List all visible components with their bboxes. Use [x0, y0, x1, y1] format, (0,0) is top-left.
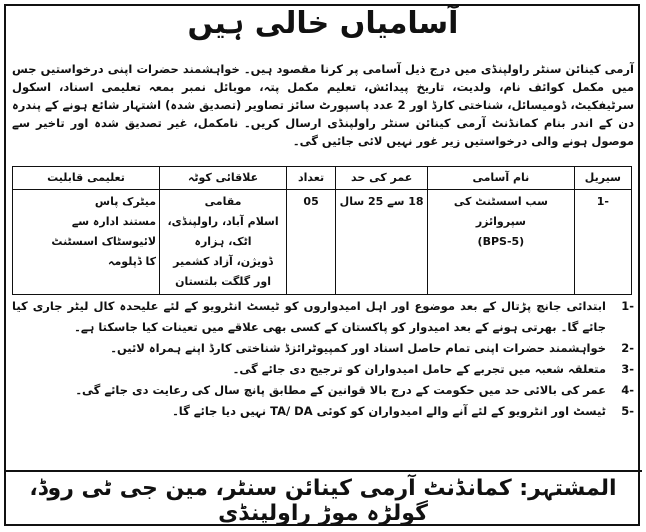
terms-list — [12, 296, 634, 422]
education-line-3: کا ڈپلومہ — [108, 255, 157, 268]
age-range: 18 سے 25 سال — [339, 195, 424, 208]
list-item — [12, 380, 634, 401]
list-item — [12, 338, 634, 359]
cell-post — [428, 190, 575, 295]
note-text: ٹیسٹ اور انٹرویو کے لئے آنے والے امیدواران کو کوئی TA/ DA نہیں دیا جائے گا۔ — [172, 404, 606, 418]
post-count: 05 — [303, 195, 319, 208]
note-text: خواہشمند حضرات اپنی تمام حاصل اسناد اور کمپیوٹرائزڈ شناختی کارڈ اپنے ہمراہ لائیں۔ — [110, 341, 606, 355]
note-text: ابتدائی جانچ پڑتال کے بعد موضوع اور اہل امیدواروں کو ٹیسٹ انٹرویو کے لئے علیحدہ کال لیٹر جاری کیا جائے گا۔ بھرتی ہونے کے بعد امیدوار کو پاکستان کے کسی بھی علاقے میں تعینات کیا جاسکتا ہے۔ — [12, 299, 606, 334]
post-grade: (BPS-5) — [477, 235, 525, 248]
header-education: تعلیمی قابلیت — [13, 167, 160, 190]
list-item — [12, 296, 634, 338]
table-header-row — [13, 167, 632, 190]
note-text: متعلقہ شعبہ میں تجربے کے حامل امیدواران کو ترجیح دی جائے گی۔ — [232, 362, 606, 376]
header-age: عمر کی حد — [336, 167, 428, 190]
header-count: تعداد — [287, 167, 336, 190]
header-serial: سیریل — [574, 167, 631, 190]
cell-count — [287, 190, 336, 295]
header-post: نام آسامی — [428, 167, 575, 190]
note-number: -2 — [621, 341, 634, 355]
list-item — [12, 359, 634, 380]
area-quota-title: مقامی — [204, 195, 242, 208]
post-name: سب اسسٹنٹ کی سپروائزر — [453, 195, 548, 228]
note-number: -1 — [621, 299, 634, 313]
cell-education — [13, 190, 160, 295]
cell-area — [160, 190, 287, 295]
education-line-2: مستند ادارہ سے لائیوسٹاک اسسٹنٹ — [51, 215, 157, 248]
page-title: آسامیاں خالی ہیں — [187, 6, 459, 41]
note-text: عمر کی بالائی حد میں حکومت کے درج بالا قوانین کے مطابق پانچ سال کی رعایت دی جائے گی۔ — [75, 383, 606, 397]
intro-paragraph: آرمی کینائن سنٹر راولپنڈی میں درج ذیل آسامی پر کرنا مقصود ہیں۔ خواہشمند حضرات اپنی درخواستیں جس میں مکمل کوائف نام، ولدیت، تاریخ پیدائش، تعلیم مکمل پتہ، موبائل نمبر بمعہ تعلیمی اسناد، اسکول سرٹیفکیٹ، ڈومیسائل، شناختی کارڈ اور 2 عدد پاسپورٹ سائز تصاویر (تصدیق شدہ) اشتہار شائع ہونے کے پندرہ دن کے اندر بنام کمانڈنٹ آرمی کینائن سنٹر راولپنڈی ارسال کریں۔ نامکمل، غیر تصدیق شدہ اور تاخیر سے موصول ہونے والی درخواستیں زیر غور نہیں لائی جائیں گی۔ — [12, 62, 634, 148]
education-line-1: میٹرک پاس — [94, 195, 157, 208]
note-number: -4 — [621, 383, 634, 397]
table-row — [13, 190, 632, 295]
vacancy-table — [12, 166, 632, 295]
note-number: -3 — [621, 362, 634, 376]
list-item — [12, 401, 634, 422]
header-area: علاقائی کوٹہ — [160, 167, 287, 190]
note-number: -5 — [621, 404, 634, 418]
area-quota-line-2: ڈویژن، آزاد کشمیر اور گلگت بلتستان — [173, 255, 273, 288]
advertiser-line: المشتہر: کمانڈنٹ آرمی کینائن سنٹر، مین جی ٹی روڈ، گولڑہ موڑ راولپنڈی — [29, 476, 617, 526]
footer-divider — [4, 470, 642, 472]
cell-age — [336, 190, 428, 295]
area-quota-line-1: اسلام آباد، راولپنڈی، اٹک، ہزارہ — [167, 215, 279, 248]
cell-serial — [574, 190, 631, 295]
serial-value: -1 — [596, 195, 609, 208]
